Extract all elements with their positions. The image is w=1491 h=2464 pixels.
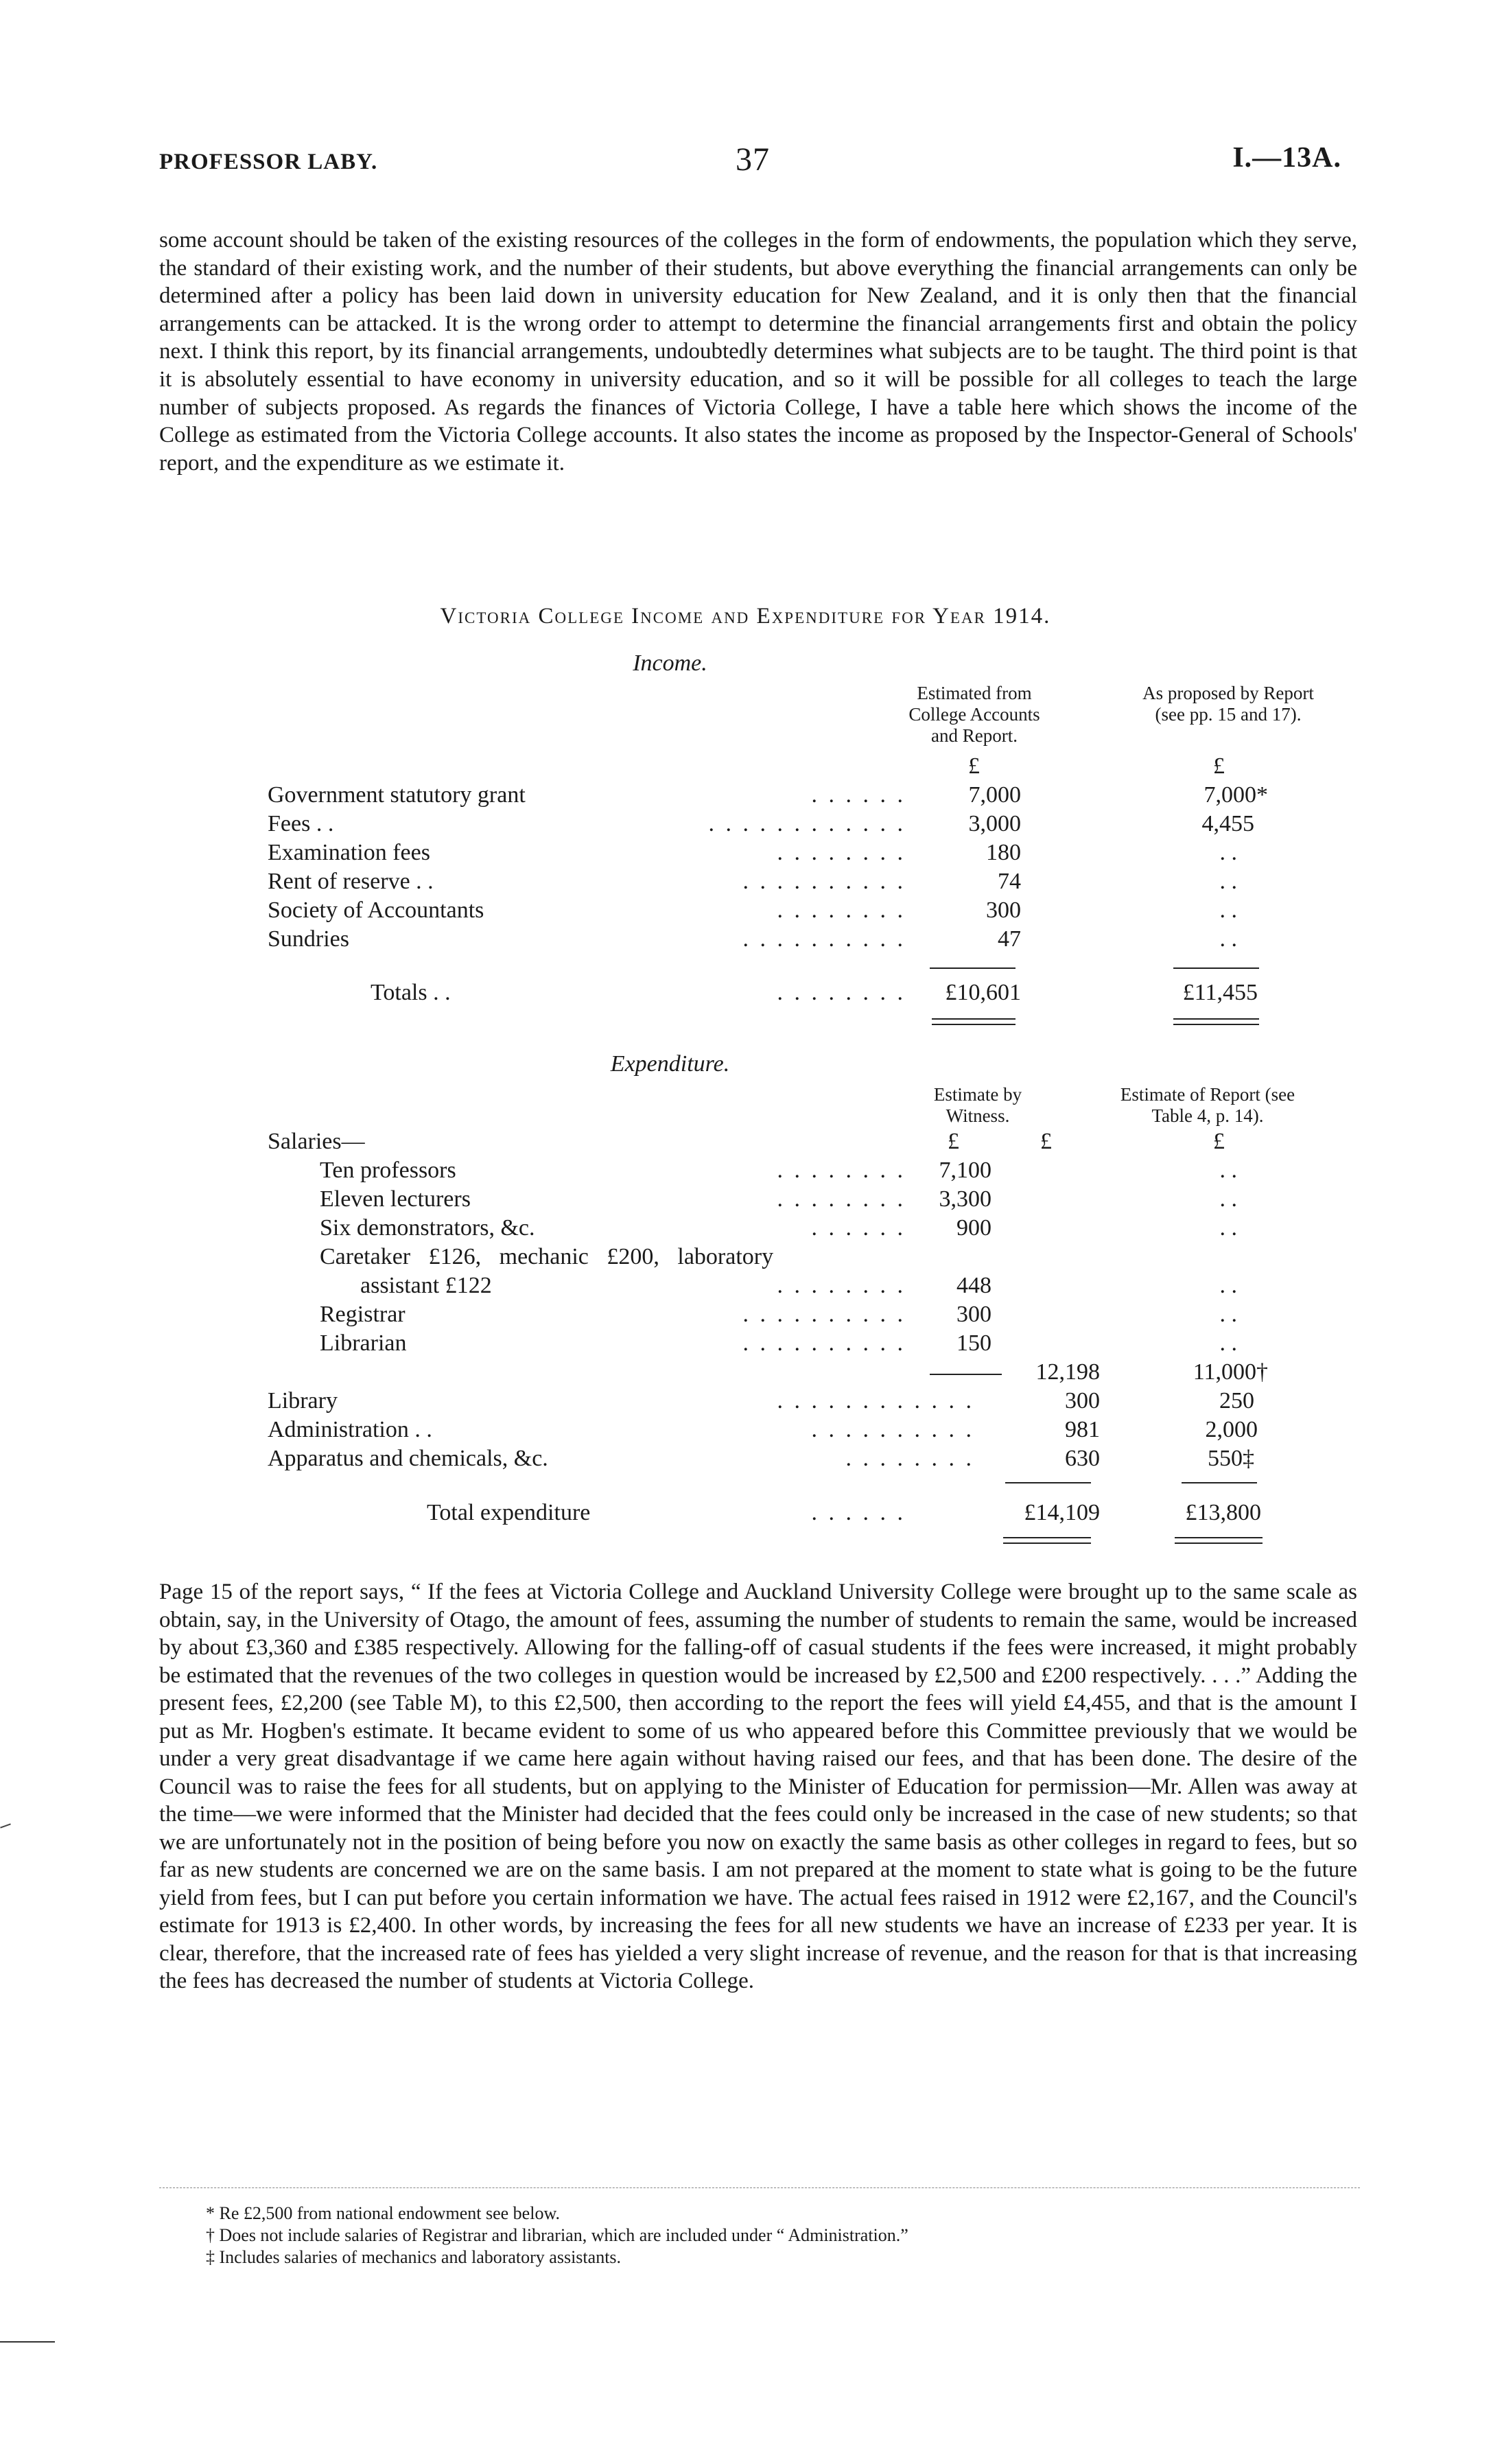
salary-row <box>0 1330 1491 1359</box>
income-total-estimated: £10,601 <box>945 980 1021 1005</box>
leader-dots: . . . . . . . . . . <box>742 1330 906 1356</box>
row-value-report: 250 <box>1219 1388 1254 1413</box>
row-label: Government statutory grant <box>268 782 526 808</box>
leader-dots: . . . . . . <box>811 1215 906 1241</box>
row-value-report: . . <box>1219 1215 1237 1241</box>
leader-dots: . . . . . . . . <box>777 840 906 865</box>
leader-dots: . . . . . . . . <box>845 1446 974 1471</box>
leader-dots: . . . . . . <box>811 782 906 808</box>
row-value-report: . . <box>1219 1302 1237 1327</box>
body-paragraph-1: some account should be taken of the existing resources of the colleges in the form of endowments, the population which they serve, the standard of their existing work, and the number of their students, but above everything the financial arrangements can only be determined after a policy has been laid down in university education for New Zealand, and it is only then that the financial arrangements can be attacked. It is the wrong order to attempt to determine the financial arrangements first and obtain the policy next. I think this report, by its financial arrangements, undoubtedly determines what subjects are to be taught. The third point is that it is absolutely essential to have economy in university education, and so it will be possible for all colleges to teach the large number of subjects proposed. As regards the finances of Victoria College, I have a table here which shows the income of the College as estimated from the Victoria College accounts. It also states the income as proposed by the Inspector-General of Schools' report, and the expenditure as we estimate it. <box>159 228 1357 476</box>
row-label: assistant £122 <box>360 1273 492 1298</box>
row-label: Six demonstrators, &c. <box>320 1215 535 1241</box>
income-row <box>0 811 1491 840</box>
footnote-2: † Does not include salaries of Registrar and librarian, which are included under “ Administration.” <box>206 2225 908 2245</box>
footnote-separator <box>159 2187 1360 2188</box>
expenditure-total-rule-2 <box>1182 1482 1257 1483</box>
leader-dots: . . . . . . . . . . <box>742 869 906 894</box>
income-totals-row <box>0 980 1491 1009</box>
body-paragraph-2: Page 15 of the report says, “ If the fees at Victoria College and Auckland University College were brought up to the same scale as obtain, say, in the University of Otago, the amount of fees, assuming the number of students to remain the same, would be increased by about £3,360 and £385 respectively. Allowing for the falling-off of casual students if the fees were increased, it might probably be estimated that the revenues of the two colleges in question would be increased by £2,500 and £200 respectively. . . .” Adding the present fees, £2,200 (see Table M), to this £2,500, then according to the report the fees will yield £4,455, and that is the amount I put as Mr. Hogben's estimate. It became evident to some of us who appeared before this Committee previously that we would be under a very great disadvantage if we came here again without having raised our fees, and that has been done. The desire of the Council was to raise the fees for all students, but on applying to the Minister of Education for permission—Mr. Allen was away at the time—we were informed that the Minister had decided that the fees could only be increased in the case of new students; so that we are unfortunately not in the position of being before you now on exactly the same basis as other colleges in regard to fees, but so far as new students are concerned we are on the same basis. I am not prepared at the moment to state what is going to be the future yield from fees, but I can put before you certain information we have. The actual fees raised in 1912 were £2,167, and the Council's estimate for 1913 is £2,400. In other words, by increasing the fees for all new students we have an increase of £233 per year. It is clear, therefore, that the increased rate of fees has yielded a very slight increase of revenue, and the reason for that is that increasing the fees has decreased the number of students at Victoria College. <box>159 1580 1357 1993</box>
row-label: Examination fees <box>268 840 430 865</box>
row-value-proposed: 4,455 <box>1201 811 1254 836</box>
row-label: Registrar <box>320 1302 406 1327</box>
expenditure-col1-header: Estimate by Witness. <box>933 1084 1022 1126</box>
row-value-report: 550‡ <box>1208 1446 1254 1471</box>
income-double-rule-1 <box>932 1018 1015 1025</box>
row-value-witness: 150 <box>956 1330 991 1356</box>
income-currency-2: £ <box>1213 753 1225 779</box>
row-value-witness: 300 <box>956 1302 991 1327</box>
table-title: Victoria College Income and Expenditure for Year 1914. <box>440 604 1051 629</box>
income-total-rule-2 <box>1173 967 1259 969</box>
income-heading: Income. <box>633 650 707 676</box>
leader-dots: . . . . . . . . <box>777 1158 906 1183</box>
expenditure-currency-b: £ <box>1040 1129 1052 1154</box>
income-row <box>0 897 1491 926</box>
row-value-proposed: 7,000* <box>1204 782 1268 808</box>
leader-dots: . . . . . . . . <box>777 1186 906 1212</box>
row-label: Fees . . <box>268 811 334 836</box>
footnote-1: * Re £2,500 from national endowment see below. <box>206 2203 561 2223</box>
income-total-rule-1 <box>930 967 1015 969</box>
margin-mark <box>0 1823 11 1828</box>
subtotal-dash <box>930 1374 1002 1375</box>
row-value-estimated: 3,000 <box>968 811 1021 836</box>
income-row <box>0 869 1491 897</box>
row-value-witness: 900 <box>956 1215 991 1241</box>
income-total-proposed: £11,455 <box>1182 980 1258 1005</box>
row-label: Ten professors <box>320 1158 456 1183</box>
expenditure-double-rule-1 <box>1003 1537 1091 1544</box>
salary-row <box>0 1302 1491 1330</box>
income-currency-row <box>0 753 1491 782</box>
expenditure-double-rule-2 <box>1175 1537 1263 1544</box>
row-value-estimated: 74 <box>998 869 1021 894</box>
salary-subtotal-report: 11,000† <box>1193 1359 1268 1385</box>
page-number: 37 <box>736 141 770 178</box>
row-value-report: . . <box>1219 1330 1237 1356</box>
row-value-estimated: 47 <box>998 926 1021 952</box>
salary-row <box>0 1158 1491 1186</box>
salary-subtotal-row <box>0 1359 1491 1388</box>
income-currency-1: £ <box>968 753 980 779</box>
row-value-report: 2,000 <box>1205 1417 1258 1442</box>
income-col2-header: As proposed by Report (see pp. 15 and 17). <box>1142 683 1314 725</box>
row-value-proposed: . . <box>1219 926 1237 952</box>
leader-dots: . . . . . . . . . . <box>811 1417 974 1442</box>
leader-dots: . . . . . . . . <box>777 897 906 923</box>
leader-dots: . . . . . . . . <box>777 980 906 1005</box>
row-value-witness: 981 <box>1065 1417 1100 1442</box>
salary-row <box>0 1273 1491 1302</box>
row-value-witness: 448 <box>956 1273 991 1298</box>
row-label: Caretaker £126, mechanic £200, laboratory <box>320 1244 774 1269</box>
salaries-heading-row <box>0 1129 1491 1158</box>
row-label: Rent of reserve . . <box>268 869 434 894</box>
running-header-title: PROFESSOR LABY. <box>159 150 378 174</box>
row-value-report: . . <box>1219 1186 1237 1212</box>
row-value-proposed: . . <box>1219 840 1237 865</box>
document-reference: I.—13A. <box>1232 142 1341 174</box>
expenditure-total-witness: £14,109 <box>1024 1500 1100 1525</box>
row-value-proposed: . . <box>1219 897 1237 923</box>
row-label: Librarian <box>320 1330 407 1356</box>
salaries-label: Salaries— <box>268 1129 365 1154</box>
income-row <box>0 926 1491 955</box>
salary-row <box>0 1244 1491 1273</box>
expenditure-total-row <box>0 1500 1491 1529</box>
expenditure-row <box>0 1446 1491 1475</box>
salary-row <box>0 1215 1491 1244</box>
leader-dots: . . . . . . . . . . <box>742 926 906 952</box>
row-label: Society of Accountants <box>268 897 484 923</box>
expenditure-col2-header: Estimate of Report (see Table 4, p. 14). <box>1120 1084 1295 1126</box>
row-value-witness: 3,300 <box>939 1186 991 1212</box>
expenditure-row <box>0 1417 1491 1446</box>
margin-rule <box>0 2341 55 2343</box>
row-value-report: . . <box>1219 1273 1237 1298</box>
row-value-report: . . <box>1219 1158 1237 1183</box>
salary-subtotal-witness: 12,198 <box>1035 1359 1100 1385</box>
row-label: Library <box>268 1388 338 1413</box>
income-double-rule-2 <box>1173 1018 1259 1025</box>
footnote-3: ‡ Includes salaries of mechanics and laboratory assistants. <box>206 2247 622 2267</box>
row-value-witness: 7,100 <box>939 1158 991 1183</box>
expenditure-heading: Expenditure. <box>610 1051 730 1077</box>
row-label: Eleven lecturers <box>320 1186 471 1212</box>
leader-dots: . . . . . . . . . . . . <box>777 1388 974 1413</box>
income-row <box>0 782 1491 811</box>
row-value-estimated: 7,000 <box>968 782 1021 808</box>
leader-dots: . . . . . . <box>811 1500 906 1525</box>
expenditure-currency-2: £ <box>1213 1129 1225 1154</box>
leader-dots: . . . . . . . . . . . . <box>708 811 906 836</box>
row-value-witness: 630 <box>1065 1446 1100 1471</box>
row-value-proposed: . . <box>1219 869 1237 894</box>
leader-dots: . . . . . . . . <box>777 1273 906 1298</box>
row-label: Administration . . <box>268 1417 432 1442</box>
row-value-estimated: 300 <box>986 897 1021 923</box>
expenditure-row <box>0 1388 1491 1417</box>
total-expenditure-label: Total expenditure <box>427 1500 591 1525</box>
row-label: Apparatus and chemicals, &c. <box>268 1446 548 1471</box>
income-col1-header: Estimated from College Accounts and Report. <box>908 683 1040 746</box>
row-value-witness: 300 <box>1065 1388 1100 1413</box>
salary-row <box>0 1186 1491 1215</box>
row-label: Sundries <box>268 926 349 952</box>
totals-label: Totals . . <box>371 980 451 1005</box>
expenditure-total-report: £13,800 <box>1185 1500 1261 1525</box>
income-row <box>0 840 1491 869</box>
leader-dots: . . . . . . . . . . <box>742 1302 906 1327</box>
row-value-estimated: 180 <box>986 840 1021 865</box>
expenditure-total-rule-1 <box>1005 1482 1091 1483</box>
expenditure-currency-a: £ <box>948 1129 959 1154</box>
